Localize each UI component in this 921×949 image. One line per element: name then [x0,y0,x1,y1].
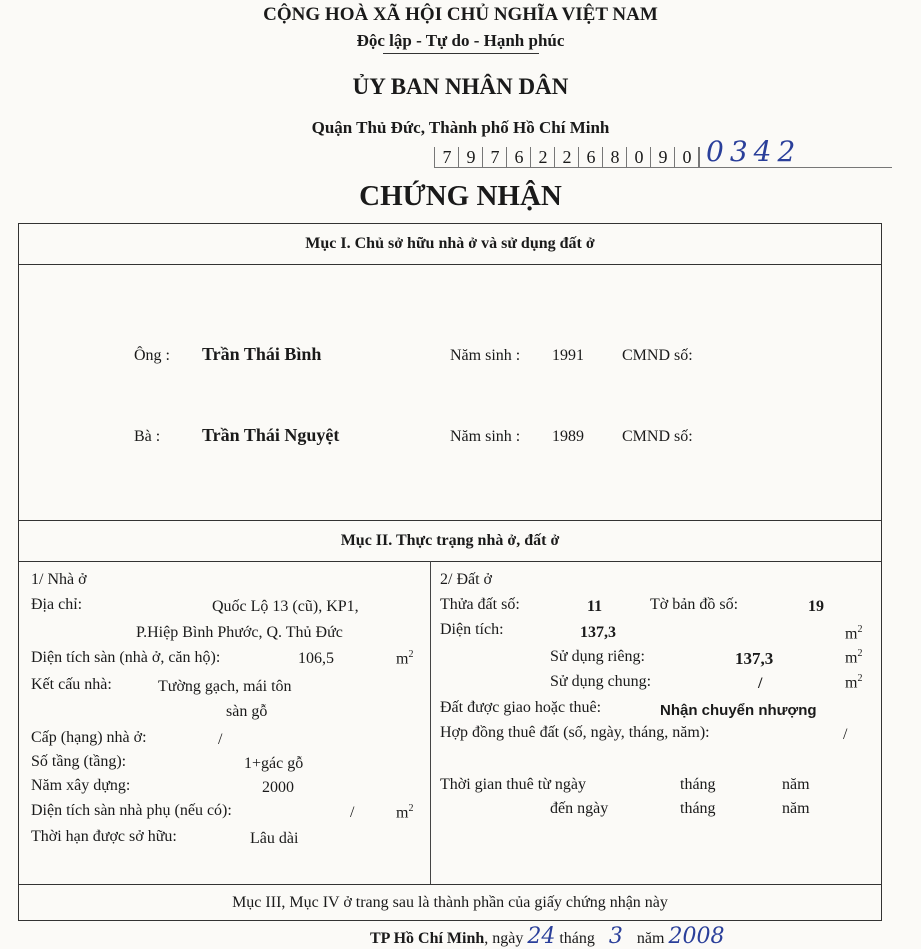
allocation-label: Đất được giao hoặc thuê: [440,699,602,716]
serial-digit: 9 [650,147,675,167]
parcel-label: Thửa đất số: [440,596,520,613]
owner-2-birth-year: 1989 [552,428,584,445]
owner-1-salutation: Ông : [134,347,170,364]
private-use-unit: $m^2$ [845,648,863,667]
ownership-term-value: Lâu dài [250,830,299,847]
serial-digit: 9 [458,147,483,167]
section-2-divider [430,561,431,885]
district-title: Quận Thủ Đức, Thành phố Hồ Chí Minh [311,118,610,137]
land-area-label: Diện tích: [440,621,504,638]
unit-m: m [845,625,858,643]
certificate-title: CHỨNG NHẬN [359,180,562,212]
structure-line-2: sàn gỗ [226,703,268,720]
land-title: 2/ Đất ở [440,571,493,588]
day-label: , ngày [484,930,524,947]
footer-note-box [18,884,882,921]
ownership-term-label: Thời hạn được sở hữu: [31,828,177,845]
serial-digit: 6 [506,147,531,167]
year-built-value: 2000 [262,779,294,796]
lease-from-label: Thời gian thuê từ ngày [440,776,586,793]
year-label: năm [636,930,665,947]
nation-title: CỘNG HOÀ XÃ HỘI CHỦ NGHĨA VIỆT NAM [263,4,658,25]
unit-m: m [845,674,858,692]
serial-digit: 7 [434,147,459,167]
lease-to-month-label: tháng [680,800,716,817]
address-label: Địa chỉ: [31,596,83,613]
sign-date [370,924,725,949]
section-2-heading: Mục II. Thực trạng nhà ở, đất ở [19,521,881,562]
lease-contract-label: Hợp đồng thuê đất (số, ngày, tháng, năm): [440,724,710,741]
map-sheet-label: Tờ bản đồ số: [650,596,739,613]
address-line-2: P.Hiệp Bình Phước, Q. Thủ Đức [136,624,343,641]
parcel-value: 11 [587,598,603,615]
grade-label: Cấp (hạng) nhà ở: [31,729,147,746]
owner-1-name: Trần Thái Bình [202,344,322,364]
serial-handwritten: 0342 [706,135,802,168]
lease-to-label: đến ngày [550,800,609,817]
serial-digit: 8 [602,147,627,167]
grade-value: / [218,731,223,748]
serial-digit: 7 [482,147,507,167]
sign-month: 3 [608,924,623,949]
address-line-1: Quốc Lộ 13 (cũ), KP1, [212,598,359,615]
owner-1-id-label: CMND số: [622,347,693,364]
shared-use-unit: $m^2$ [845,673,863,692]
private-use-label: Sử dụng riêng: [550,648,645,665]
allocation-value: Nhận chuyển nhượng [660,702,817,719]
shared-use-value: / [758,675,763,692]
floors-label: Số tầng (tầng): [31,753,127,770]
unit-m: m [396,804,409,822]
aux-area-unit: $m^2$ [396,803,414,822]
serial-box-end [698,147,700,167]
motto: Độc lập - Tự do - Hạnh phúc [356,31,565,50]
owner-1-birth-year: 1991 [552,347,584,364]
authority-title: ỦY BAN NHÂN DÂN [352,74,569,99]
floors-value: 1+gác gỗ [244,755,304,772]
serial-digit: 6 [578,147,603,167]
serial-digit: 0 [626,147,651,167]
floor-area-label: Diện tích sàn (nhà ở, căn hộ): [31,649,221,666]
motto-underline [383,53,539,54]
owner-2-salutation: Bà : [134,428,161,445]
sign-year: 2008 [668,924,725,949]
map-sheet-value: 19 [808,598,824,615]
owner-1-birth-label: Năm sinh : [450,347,521,364]
sign-place: TP Hồ Chí Minh [370,930,485,947]
footer-note: Mục III, Mục IV ở trang sau là thành phần của giấy chứng nhận này [232,894,668,911]
land-area-value: 137,3 [580,624,616,641]
floor-area-value: 106,5 [298,650,334,667]
aux-area-label: Diện tích sàn nhà phụ (nếu có): [31,802,232,819]
lease-from-year-label: năm [782,776,810,793]
serial-digit: 2 [554,147,579,167]
year-built-label: Năm xây dựng: [31,777,131,794]
serial-digit: 2 [530,147,555,167]
serial-number-box [434,135,892,168]
owner-2-name: Trần Thái Nguyệt [202,425,340,445]
section-1-box [18,223,882,521]
floor-area-unit: $m^2$ [396,649,414,668]
unit-m: m [845,649,858,667]
private-use-value: 137,3 [735,649,774,668]
structure-line-1: Tường gạch, mái tôn [158,678,292,695]
structure-label: Kết cấu nhà: [31,676,112,693]
lease-to-year-label: năm [782,800,810,817]
owner-2-birth-label: Năm sinh : [450,428,521,445]
section-1-heading: Mục I. Chủ sở hữu nhà ở và sử dụng đất ở [19,224,881,265]
sign-day: 24 [527,924,556,949]
shared-use-label: Sử dụng chung: [550,673,652,690]
land-area-unit: $m^2$ [845,624,863,643]
owner-2-id-label: CMND số: [622,428,693,445]
house-title: 1/ Nhà ở [31,571,87,588]
lease-contract-value: / [843,726,848,743]
lease-from-month-label: tháng [680,776,716,793]
serial-digit: 0 [674,147,699,167]
aux-area-value: / [350,804,355,821]
month-label: tháng [559,930,595,947]
unit-m: m [396,650,409,668]
